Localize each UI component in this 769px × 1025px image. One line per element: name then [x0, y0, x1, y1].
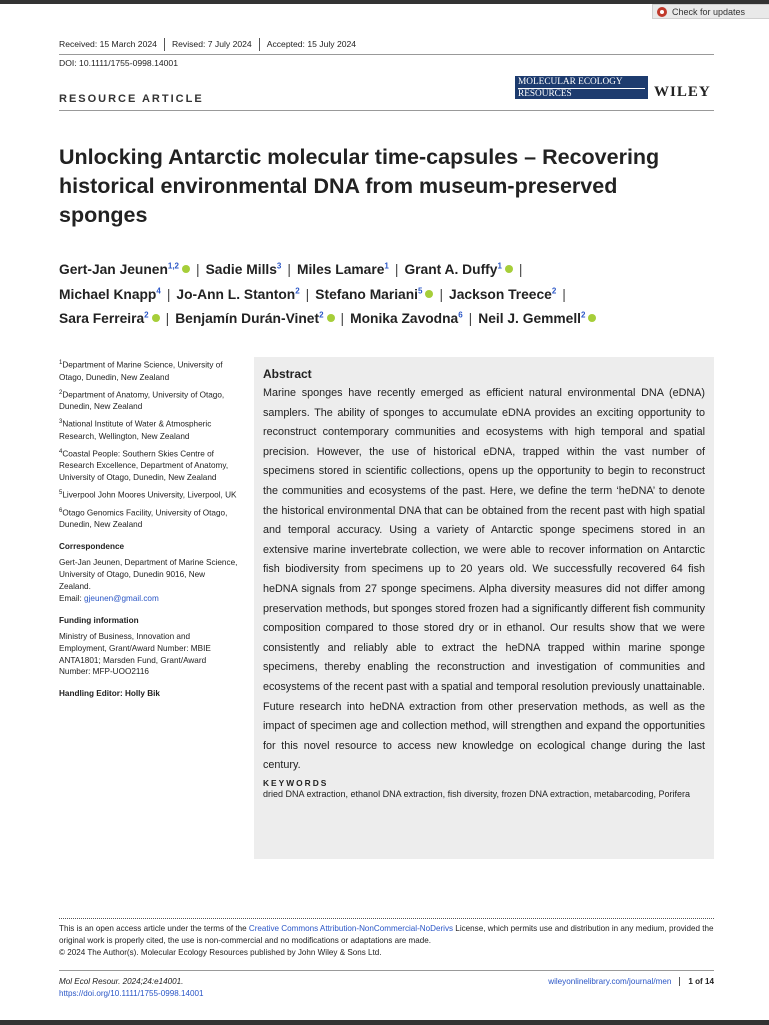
article-title: Unlocking Antarctic molecular time-capsules – Recovering historical environmental DNA from museum-preserved sponges — [59, 145, 660, 227]
correspondence-address: Gert-Jan Jeunen, Department of Marine Science, University of Otago, Dunedin 9016, New Zealand. — [59, 558, 238, 591]
author[interactable] — [206, 262, 282, 277]
citation: Mol Ecol Resour. 2024;24:e14001. — [59, 977, 184, 986]
crossmark-icon — [657, 7, 667, 17]
author[interactable] — [59, 262, 190, 277]
orcid-icon[interactable] — [588, 314, 596, 322]
author-affiliation-number[interactable]: 1,2 — [167, 261, 179, 271]
author[interactable] — [59, 287, 161, 302]
affiliation-text: Coastal People: Southern Skies Centre of Research Excellence, Department of Anatomy, University of Otago, Dunedin, New Zealand — [59, 449, 229, 483]
author-affiliation-number[interactable]: 1 — [384, 261, 389, 271]
author-name: Sara Ferreira — [59, 311, 145, 326]
page-info — [548, 977, 714, 986]
affiliation — [59, 506, 239, 532]
author[interactable] — [297, 262, 389, 277]
abstract-box — [254, 357, 714, 859]
author-separator: | — [562, 286, 566, 302]
author-name: Jackson Treece — [449, 286, 552, 302]
author[interactable] — [404, 262, 512, 277]
accepted-date: Accepted: 15 July 2024 — [259, 38, 363, 51]
author-name: Monika Zavodna — [350, 311, 459, 326]
author[interactable] — [478, 311, 596, 326]
correspondence-email-line — [59, 593, 239, 605]
author[interactable] — [176, 287, 299, 302]
affiliation — [59, 488, 239, 502]
journal-logo[interactable] — [515, 76, 648, 99]
revised-date: Revised: 7 July 2024 — [164, 38, 259, 51]
author-name: Miles Lamare — [296, 262, 385, 277]
email-label: Email: — [59, 593, 85, 603]
author-affiliation-number[interactable]: 2 — [581, 310, 586, 320]
license-link[interactable]: Creative Commons Attribution-NonCommercial-NoDerivs — [248, 924, 454, 933]
license-pre: This is an open access article under the terms of the — [59, 924, 249, 933]
affiliation — [59, 388, 239, 414]
correspondence-heading: Correspondence — [59, 542, 125, 552]
affiliation-text: Otago Genomics Facility, University of Otago, Dunedin, New Zealand — [59, 508, 228, 530]
journal-site-link[interactable]: wileyonlinelibrary.com/journal/men — [548, 977, 680, 986]
funding-heading: Funding information — [59, 615, 139, 625]
correspondence-text — [59, 557, 239, 593]
orcid-icon[interactable] — [327, 314, 335, 322]
affiliation-number: 4 — [59, 448, 63, 455]
author-affiliation-number[interactable]: 2 — [144, 310, 149, 320]
author[interactable] — [449, 287, 556, 302]
affiliation-text: Department of Anatomy, University of Otago, Dunedin, New Zealand — [59, 390, 225, 412]
header-divider — [59, 54, 714, 55]
author[interactable] — [350, 311, 463, 326]
author-separator: | — [196, 262, 200, 277]
author-name: Stefano Mariani — [315, 286, 418, 302]
footer-divider — [59, 918, 714, 919]
author-separator: | — [439, 286, 444, 302]
doi[interactable]: DOI: 10.1111/1755-0998.14001 — [59, 58, 178, 68]
affiliation-number: 5 — [59, 490, 63, 497]
author-list — [59, 258, 719, 332]
affiliation-number: 2 — [59, 389, 63, 396]
check-updates-label: Check for updates — [672, 6, 746, 17]
author-name: Grant A. Duffy — [404, 262, 498, 277]
publisher-logo[interactable]: WILEY — [654, 84, 711, 100]
received-date: Received: 15 March 2024 — [59, 39, 157, 49]
doi-link[interactable]: https://doi.org/10.1111/1755-0998.14001 — [59, 988, 204, 998]
author-name: Jo-Ann L. Stanton — [176, 286, 296, 302]
citation-divider — [59, 970, 714, 971]
journal-logo-line2: RESOURCES — [518, 88, 645, 100]
affiliation-text: National Institute of Water & Atmospheric Research, Wellington, New Zealand — [59, 419, 212, 441]
author-affiliation-number[interactable]: 3 — [276, 261, 282, 271]
keywords-text: dried DNA extraction, ethanol DNA extraction, fish diversity, frozen DNA extraction, metabarcoding, Porifera — [263, 788, 691, 799]
author-name: Sadie Mills — [205, 262, 277, 277]
license-post: License, which permits use and distribution in any medium, provided the original work is properly cited, the use is non-commercial and no modifications or adaptations are made. — [59, 924, 714, 945]
author-separator: | — [165, 311, 170, 326]
author-separator: | — [468, 311, 473, 326]
author-name: Neil J. Gemmell — [478, 311, 582, 326]
author-affiliation-number[interactable]: 4 — [156, 285, 161, 295]
author-name: Michael Knapp — [59, 286, 157, 302]
author-name: Gert-Jan Jeunen — [59, 262, 168, 277]
article-type: RESOURCE ARTICLE — [59, 93, 204, 105]
author[interactable] — [175, 311, 334, 326]
author-separator: | — [166, 286, 171, 302]
author-affiliation-number[interactable]: 2 — [319, 310, 324, 320]
author-name: Benjamín Durán-Vinet — [175, 311, 320, 326]
author-separator: | — [394, 262, 399, 277]
type-divider — [59, 110, 714, 111]
check-updates-button[interactable] — [652, 4, 769, 19]
author-affiliation-number[interactable]: 1 — [497, 261, 502, 271]
page-number: 1 of 14 — [688, 977, 714, 986]
keywords-heading: KEYWORDS — [263, 777, 329, 788]
affiliation-text: Department of Marine Science, University of Otago, Dunedin, New Zealand — [59, 360, 223, 382]
left-column — [59, 358, 239, 704]
author-affiliation-number[interactable]: 5 — [418, 285, 423, 295]
affiliation-number: 6 — [59, 507, 63, 514]
author-affiliation-number[interactable]: 2 — [551, 285, 557, 295]
affiliation-number: 1 — [59, 360, 63, 366]
abstract-text: Marine sponges have recently emerged as efficient natural environmental DNA (eDNA) samplers. The ability of sponges to accumulate eDNA provides an exciting opportunity to reconstruct contemporary communities and ecosystems with high temporal and spatial precision. However, the use of historical eDNA, trapped within the vast number of specimens stored in scientific collections, opens up the opportunity to begin to reconstruct the communities and ecosystems of the past. Here, we define the term ‘heDNA’ to denote the historical environmental DNA that can be obtained from the recent past with high spatial and temporal accuracy. Using a variety of Antarctic sponge specimens stored in an extensive marine invertebrate collection, we were able to recover information on Antarctic fish biodiversity from specimens up to 20 years old. We successfully recovered 64 fish heDNA signals from 27 sponge specimens. Alpha diversity measures did not differ among preservation methods, but sponges stored frozen had a significantly different fish community composition compared to those stored dry or in ethanol. Our results show that we were consistently and reliably able to extract the heDNA trapped within marine sponge specimens, thereby enabling the reconstruction and investigation of communities and ecosystems of the recent past with a spatial and temporal resolution previously unattainable. Future research into heDNA extraction from other preservation methods, as well as the impact of specimen age and collection method, will strengthen and expand the opportunities for this novel resource to access new knowledge on ecological change during the last century. — [263, 387, 705, 772]
author-separator: | — [305, 286, 310, 302]
orcid-icon[interactable] — [425, 290, 433, 298]
author-separator: | — [287, 262, 291, 277]
author-affiliation-number[interactable]: 6 — [458, 310, 463, 320]
abstract-heading: Abstract — [263, 367, 312, 381]
affiliation — [59, 417, 239, 443]
funding-text: Ministry of Business, Innovation and Employment, Grant/Award Number: MBIE ANTA1801; Marsden Fund, Grant/Award Number: MFP-UOO2116 — [59, 631, 211, 677]
author[interactable] — [59, 311, 160, 326]
author-separator: | — [518, 262, 523, 277]
affiliation-number: 3 — [59, 419, 63, 426]
journal-logo-line1: MOLECULAR ECOLOGY — [518, 77, 623, 87]
article-dates — [59, 38, 363, 51]
author-separator: | — [340, 311, 345, 326]
author-affiliation-number[interactable]: 2 — [295, 285, 300, 295]
orcid-icon[interactable] — [152, 314, 160, 322]
license-notice — [59, 923, 714, 959]
citation-block — [59, 976, 203, 999]
author[interactable] — [315, 287, 433, 302]
affiliations — [59, 358, 239, 531]
affiliation — [59, 358, 239, 384]
bottom-bar — [0, 1020, 769, 1025]
orcid-icon[interactable] — [182, 265, 190, 273]
affiliation — [59, 447, 239, 484]
affiliation-text: Liverpool John Moores University, Liverpool, UK — [62, 490, 237, 500]
email-link[interactable]: gjeunen@gmail.com — [84, 593, 159, 603]
handling-editor: Handling Editor: Holly Bik — [59, 689, 160, 699]
copyright: © 2024 The Author(s). Molecular Ecology Resources published by John Wiley & Sons Ltd. — [59, 948, 382, 957]
orcid-icon[interactable] — [505, 265, 513, 273]
